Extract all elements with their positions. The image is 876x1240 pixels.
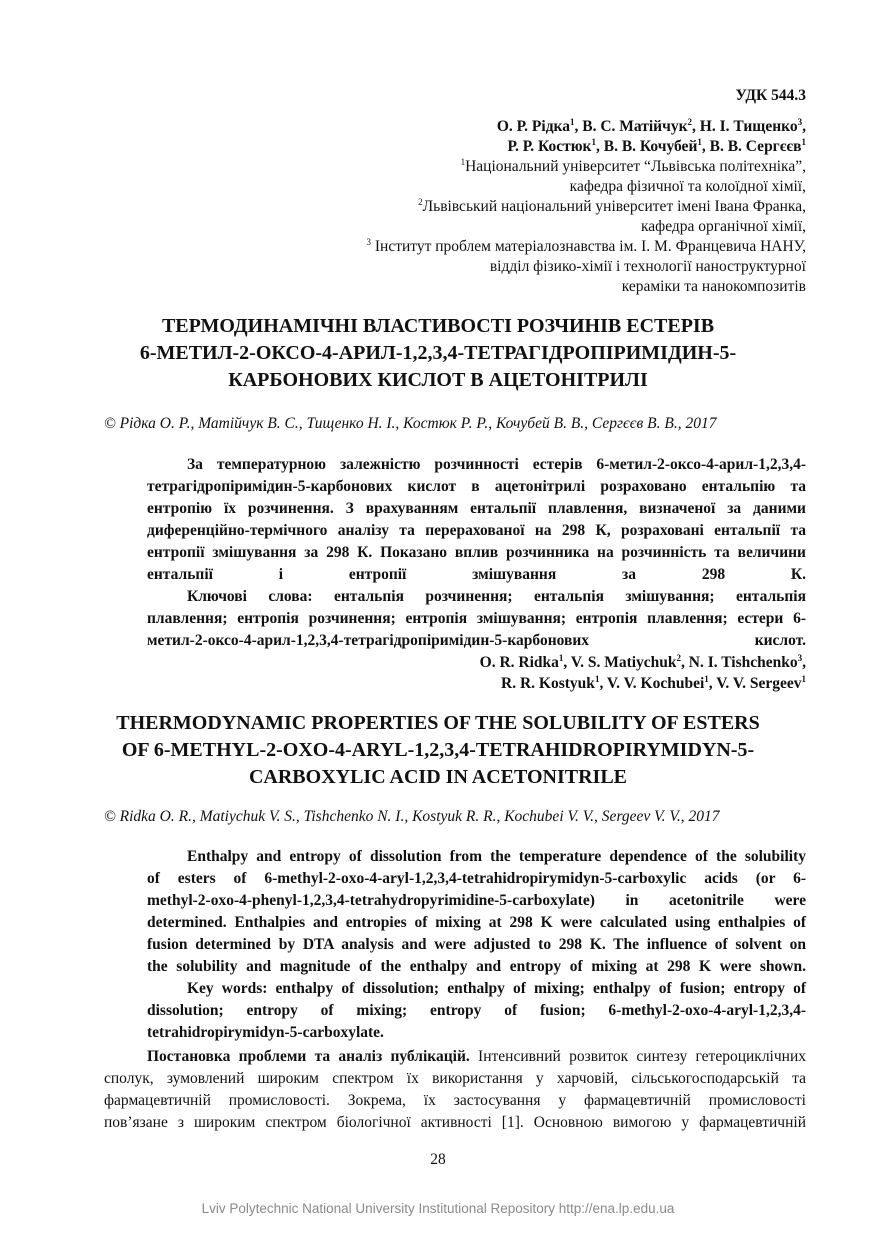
author-name: , В. С. Матійчук <box>574 118 688 135</box>
abstract-line: determined. Enthalpies and entropies of mixing at 298 K were calculated using enthalpies of <box>147 914 806 931</box>
udk-code: УДК 544.3 <box>735 87 806 104</box>
abstract-line: диференційно-термічного аналізу та перерахованої на 298 К, розраховані ентальпії та <box>147 522 806 539</box>
affiliation-text: Інститут проблем матеріалознавства ім. І. М. Францевича НАНУ, <box>371 238 806 255</box>
title-line: CARBOXYLIC ACID IN ACETONITRILE <box>248 766 628 788</box>
author-name: , V. S. Matiychuk <box>563 654 677 671</box>
ukrainian-copyright: © Рідка О. Р., Матійчук В. С., Тищенко Н. І., Костюк Р. Р., Кочубей В. В., Сергєєв В. В., 2017 <box>104 415 717 432</box>
body-line: сполук, зумовлений широким спектром їх використання у харчовій, сільськогосподарській та <box>104 1070 806 1087</box>
author-name: , <box>802 654 806 671</box>
affiliation-text: кафедра органічної хімії, <box>641 218 806 235</box>
affiliation-marker: 1 <box>558 653 564 663</box>
abstract-line: methyl-2-oxo-4-phenyl-1,2,3,4-tetrahydropyrimidine-5-carboxylate) in acetonitrile were <box>147 892 806 909</box>
author-name: , В. В. Кочубей <box>595 138 698 155</box>
affiliation-line <box>570 177 806 197</box>
affiliation-marker: 3 <box>797 653 803 663</box>
author-name: O. R. Ridka <box>479 654 559 671</box>
abstract-line: тетрагідропіримідин-5-карбонових кислот в ацетонітрилі розраховано ентальпію та <box>147 478 806 495</box>
abstract-line: of esters of 6-methyl-2-oxo-4-aryl-1,2,3,4-tetrahidropirymidyn-5-carboxylic acids (or 6- <box>147 870 806 887</box>
affiliation-marker: 1 <box>801 674 806 684</box>
affiliation-marker: 1 <box>594 674 600 684</box>
affiliation-marker: 2 <box>676 653 682 663</box>
affiliation-marker: 3 <box>797 117 803 127</box>
affiliation-marker: 1 <box>697 137 702 147</box>
repository-footer: Lviv Polytechnic National University Institutional Repository http://ena.lp.edu.ua <box>201 1201 675 1216</box>
title-line: КАРБОНОВИХ КИСЛОТ В АЦЕТОНІТРИЛІ <box>228 369 648 391</box>
title-line: OF 6-METHYL-2-OXO-4-ARYL-1,2,3,4-TETRAHIDROPIRYMIDYN-5- <box>121 739 755 761</box>
affiliation-text: Національний університет “Львівська політехніка”, <box>465 158 806 175</box>
author-line <box>497 117 806 137</box>
affiliation-line <box>641 217 806 237</box>
body-line: фармацевтичній промисловості. Зокрема, їх застосування у фармацевтичній промисловості <box>104 1092 806 1109</box>
abstract-line: метил-2-оксо-4-арил-1,2,3,4-тетрагідропіримідин-5-карбонових кислот. <box>147 632 806 649</box>
affiliation-line <box>367 237 807 257</box>
abstract-line: За температурною залежністю розчинності естерів 6-метил-2-оксо-4-арил-1,2,3,4- <box>187 456 806 473</box>
page-number: 28 <box>430 1151 446 1168</box>
author-name: , V. V. Kochubei <box>599 675 705 692</box>
body-line: пов’язане з широким спектром біологічної активності [1]. Основною вимогою у фармацевтичній <box>104 1114 806 1131</box>
author-line <box>507 137 806 157</box>
abstract-line: the solubility and magnitude of the enthalpy and entropy of mixing at 298 K were shown. <box>147 958 806 975</box>
affiliation-text: кераміки та нанокомпозитів <box>621 278 806 295</box>
affiliation-marker: 1 <box>569 117 575 127</box>
affiliation-text: відділ фізико-хімії і технології наноструктурної <box>489 258 806 275</box>
author-name: , В. В. Сергєєв <box>701 138 802 155</box>
body-line-text: Інтенсивний розвиток синтезу гетероциклічних <box>469 1048 807 1065</box>
affiliation-text: Львівський національний університет імені Івана Франка, <box>422 198 806 215</box>
body-line <box>147 1047 806 1067</box>
affiliation-text: кафедра фізичної та колоїдної хімії, <box>569 178 806 195</box>
author-line <box>480 653 806 673</box>
author-name: , N. I. Tishchenko <box>681 654 798 671</box>
abstract-line: ентальпії і ентропії змішування за 298 К. <box>147 566 806 583</box>
abstract-line: Ключові слова: ентальпія розчинення; ентальпія змішування; ентальпія <box>187 588 806 605</box>
affiliation-marker: 1 <box>704 674 709 684</box>
section-heading: Постановка проблеми та аналіз публікацій. <box>147 1048 470 1065</box>
affiliation-marker: 1 <box>460 157 466 167</box>
title-line: THERMODYNAMIC PROPERTIES OF THE SOLUBILITY OF ESTERS <box>116 712 760 734</box>
author-name: Р. Р. Костюк <box>507 138 592 155</box>
author-name: , Н. І. Тищенко <box>692 118 798 135</box>
affiliation-marker: 2 <box>418 197 423 207</box>
author-name: R. R. Kostyuk <box>501 675 595 692</box>
author-name: , V. V. Sergeev <box>708 675 802 692</box>
affiliation-line <box>418 197 806 217</box>
abstract-line: dissolution; entropy of mixing; entropy of fusion; 6-methyl-2-oxo-4-aryl-1,2,3,4- <box>147 1002 806 1019</box>
abstract-line: tetrahidropirymidyn-5-carboxylate. <box>147 1024 384 1041</box>
abstract-line: Key words: enthalpy of dissolution; enthalpy of mixing; enthalpy of fusion; entropy of <box>187 980 806 997</box>
author-name: , <box>802 118 806 135</box>
title-line: ТЕРМОДИНАМІЧНІ ВЛАСТИВОСТІ РОЗЧИНІВ ЕСТЕРІВ <box>161 315 715 337</box>
author-line <box>501 674 806 694</box>
affiliation-line <box>461 157 806 177</box>
affiliation-marker: 3 <box>366 237 371 247</box>
affiliation-marker: 1 <box>591 137 596 147</box>
affiliation-line <box>490 257 806 277</box>
abstract-line: ентропії змішування за 298 К. Показано вплив розчинника на розчинність та величини <box>147 544 806 561</box>
english-copyright: © Ridka O. R., Matiychuk V. S., Tishchenko N. I., Kostyuk R. R., Kochubei V. V., Sergeev V. V., 2017 <box>104 808 720 825</box>
affiliation-marker: 1 <box>801 137 806 147</box>
abstract-line: fusion determined by DTA analysis and were adjusted to 298 K. The influence of solvent on <box>147 936 806 953</box>
affiliation-line <box>622 277 806 297</box>
title-line: 6-МЕТИЛ-2-ОКСО-4-АРИЛ-1,2,3,4-ТЕТРАГІДРОПІРИМІДИН-5- <box>139 342 737 364</box>
abstract-line: плавлення; ентропія розчинення; ентропія змішування; ентропія плавлення; естери 6- <box>147 610 806 627</box>
abstract-line: ентропію їх розчинення. З врахуванням ентальпії плавлення, визначеної за даними <box>147 500 806 517</box>
author-name: О. Р. Рідка <box>496 118 570 135</box>
abstract-line: Enthalpy and entropy of dissolution from the temperature dependence of the solubility <box>187 848 806 865</box>
affiliation-marker: 2 <box>687 117 693 127</box>
